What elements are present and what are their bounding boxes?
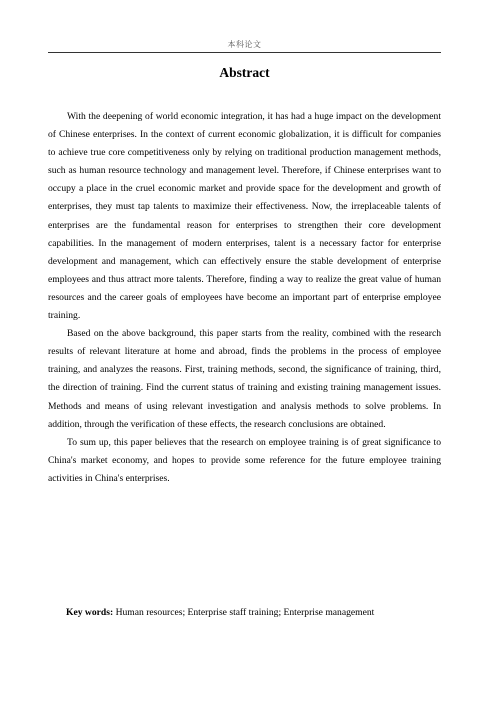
keywords-text: Human resources; Enterprise staff training; Enterprise management — [115, 607, 375, 618]
page-header: 本科论文 — [227, 40, 262, 49]
header-rule — [48, 52, 441, 53]
abstract-paragraph-2: Based on the above background, this paper starts from the reality, combined with the research results of relevant literature at home and abroad, finds the problems in the process of employee training, and analyzes the reasons. First, training methods, second, the significance of training, third, the direction of training. Find the current status of training and existing training management issues. Methods and means of using relevant investigation and analysis methods to solve problems. In addition, through the verification of these effects, the research conclusions are obtained. — [48, 328, 441, 430]
abstract-title: Abstract — [219, 65, 270, 80]
abstract-paragraph-3: To sum up, this paper believes that the research on employee training is of great significance to China's market economy, and hopes to provide some reference for the future employee training activities in China's enterprises. — [48, 436, 441, 484]
keywords-line — [66, 604, 446, 622]
keywords-label: Key words: — [66, 607, 114, 618]
abstract-body — [48, 108, 441, 488]
abstract-paragraph-1: With the deepening of world economic integration, it has had a huge impact on the development of Chinese enterprises. In the context of current economic globalization, it is difficult for companies to achieve true core competitiveness only by relying on traditional production management methods, such as human resource technology and management level. Therefore, if Chinese enterprises want to occupy a place in the cruel economic market and provide space for the development and growth of enterprises, they must tap talents to maximize their effectiveness. Now, the irreplaceable talents of enterprises are the fundamental reason for enterprises to strengthen their core development capabilities. In the management of modern enterprises, talent is a necessary factor for enterprise development and management, which can effectively ensure the stable development of enterprise employees and thus attract more talents. Therefore, finding a way to realize the great value of human resources and the career goals of employees have become an important part of enterprise employee training. — [48, 111, 441, 322]
